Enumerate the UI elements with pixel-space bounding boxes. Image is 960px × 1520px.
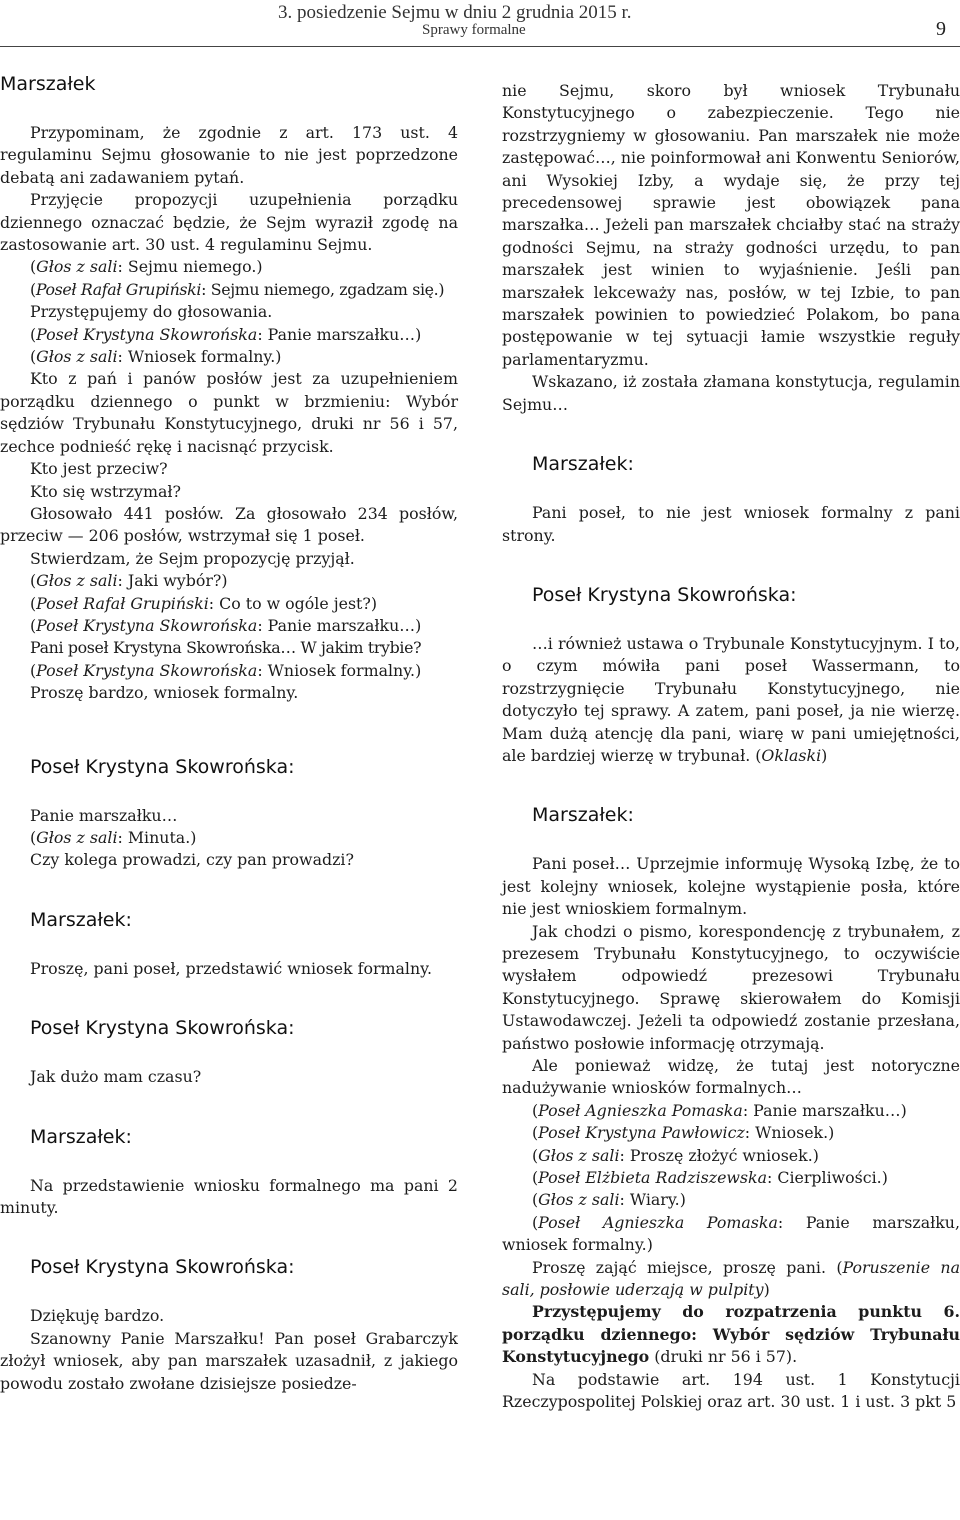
interjection-text: Jaki wybór? bbox=[127, 571, 222, 591]
interjection: (Poseł Agnieszka Pomaska: Panie marszałku…) bbox=[532, 1100, 907, 1120]
paragraph: Czy kolega prowadzi, czy pan prowadzi? bbox=[30, 850, 354, 870]
paragraph: Pani poseł, to nie jest wniosek formalny z pani strony. bbox=[502, 503, 960, 545]
speaker-heading: Poseł Krystyna Skowrońska: bbox=[30, 1017, 295, 1040]
header-subtitle: Sprawy formalne bbox=[422, 22, 526, 38]
interjection-speaker: Poseł Krystyna Skowrońska bbox=[36, 324, 258, 344]
interjection-speaker: Poseł Krystyna Skowrońska bbox=[36, 615, 258, 635]
speaker-heading: Poseł Krystyna Skowrońska: bbox=[30, 755, 295, 778]
interjection-text: Sejmu niemego. bbox=[127, 257, 257, 277]
interjection-speaker: Poseł Rafał Grupiński bbox=[35, 279, 202, 299]
paragraph: Kto z pań i panów posłów jest za uzupełnieniem porządku dziennego o punkt w brzmieniu: Wybór sędziów Trybunału Konstytucyjnego, druki nr 56 i 57, zechce podnieść rękę i nacisnąć przycisk. bbox=[0, 369, 458, 456]
paragraph: Pani poseł… Uprzejmie informuję Wysoką Izbę, że to jest kolejny wniosek, kolejne wystąpienie posła, które nie jest wnioskiem formalnym. bbox=[502, 854, 960, 919]
paragraph-text: …i również ustawa o Trybunale Konstytucyjnym. I to, o czym mówiła pani poseł Wassermann, to rozstrzygnięcie Trybunału Konstytucyjnego, nie dotyczyło tej sprawy. A zatem, pani poseł, ja nie wierzę. Mam dużą atencję dla pani, wiarę w pani umiejętności, ale bardziej wierzę w trybunał. bbox=[502, 633, 960, 765]
paragraph: Wskazano, iż została złamana konstytucja, regulamin Sejmu… bbox=[502, 372, 960, 414]
interjection: (Poseł Rafał Grupiński: Sejmu niemego, zgadzam się.) bbox=[30, 279, 445, 299]
interjection-speaker: Poseł Krystyna Skowrońska bbox=[36, 660, 258, 680]
interjection: (Poseł Agnieszka Pomaska: Panie marszałku, wniosek formalny.) bbox=[502, 1212, 960, 1255]
interjection-text: Wiary. bbox=[629, 1190, 680, 1210]
paragraph: Przyjęcie propozycji uzupełnienia porządku dziennego oznaczać będzie, że Sejm wyraził zgodę na zastosowanie art. 30 ust. 4 regulaminu Sejmu. bbox=[0, 190, 458, 255]
speaker-heading: Marszałek bbox=[0, 73, 96, 95]
interjection-text: Cierpliwości. bbox=[777, 1168, 882, 1188]
paragraph: Pani poseł Krystyna Skowrońska… W jakim trybie? bbox=[30, 638, 422, 658]
interjection-text: Minuta. bbox=[127, 827, 191, 847]
paragraph: Dziękuję bardzo. bbox=[30, 1306, 165, 1326]
interjection: (Poseł Krystyna Skowrońska: Wniosek formalny.) bbox=[30, 660, 422, 680]
interjection: (Głos z sali: Minuta.) bbox=[30, 827, 197, 847]
stage-note: Poruszenie na sali, posłowie uderzają w pulpity bbox=[502, 1257, 960, 1300]
speaker-heading: Marszałek: bbox=[30, 1125, 132, 1148]
page-number: 9 bbox=[936, 18, 946, 40]
paragraph: Przystępujemy do głosowania. bbox=[30, 302, 273, 322]
speaker-heading: Poseł Krystyna Skowrońska: bbox=[532, 583, 797, 606]
interjection-speaker: Poseł Agnieszka Pomaska bbox=[538, 1212, 778, 1232]
interjection-speaker: Głos z sali bbox=[538, 1145, 620, 1165]
paragraph: Panie marszałku… bbox=[30, 805, 178, 825]
header-title: 3. posiedzenie Sejmu w dniu 2 grudnia 2015 r. bbox=[278, 2, 632, 23]
paragraph: Kto jest przeciw? bbox=[30, 459, 168, 479]
agenda-title: Przystępujemy do rozpatrzenia punktu 6. porządku dziennego: Wybór sędziów Trybunału Konstytucyjnego bbox=[502, 1302, 960, 1367]
paragraph: nie Sejmu, skoro był wniosek Trybunału Konstytucyjnego o zabezpieczenie. Tego nie rozstrzygniemy w głosowaniu. Pan marszałek nie może zastępować…, nie poinformował ani Konwentu Seniorów, ani Wysokiej Izby, a wydaje się, że przy tej precedensowej sprawie jest obowiązek pana marszałka… Jeżeli pan marszałek chciałby stać na straży godności Sejmu, na straży godności urzędu, to pan marszałek jest winien to wyjaśnienie. Jeśli pan marszałek lekceważy nas, posłów, w tej Izbie, to pan marszałek powinien to powiedzieć Polakom, bo pana postępowanie w tej sytuacji łamie wszystkie reguły parlamentaryzmu. bbox=[502, 81, 960, 369]
paragraph: Proszę, pani poseł, przedstawić wniosek formalny. bbox=[30, 958, 432, 978]
interjection: (Poseł Elżbieta Radziszewska: Cierpliwości.) bbox=[532, 1168, 888, 1188]
interjection-text: Sejmu niemego, zgadzam się. bbox=[210, 279, 439, 299]
interjection-speaker: Głos z sali bbox=[36, 347, 118, 367]
interjection-speaker: Głos z sali bbox=[36, 571, 118, 591]
page-header bbox=[0, 0, 960, 46]
interjection: (Głos z sali: Sejmu niemego.) bbox=[30, 257, 263, 277]
header-rule bbox=[0, 46, 960, 47]
interjection: (Poseł Krystyna Pawłowicz: Wniosek.) bbox=[532, 1123, 835, 1143]
paragraph: Proszę bardzo, wniosek formalny. bbox=[30, 683, 299, 703]
speaker-heading: Marszałek: bbox=[532, 453, 634, 476]
interjection: (Poseł Krystyna Skowrońska: Panie marszałku…) bbox=[30, 324, 422, 344]
paragraph: …i również ustawa o Trybunale Konstytucyjnym. I to, o czym mówiła pani poseł Wassermann, to rozstrzygnięcie Trybunału Konstytucyjnego, nie dotyczyło tej sprawy. A zatem, pani poseł, ja nie wierzę. Mam dużą atencję dla pani, wiarę w pani umiejętności, ale bardziej wierzę w trybunał. (Oklaski) bbox=[502, 633, 960, 765]
interjection-speaker: Poseł Krystyna Pawłowicz bbox=[538, 1123, 745, 1143]
paragraph: Stwierdzam, że Sejm propozycję przyjął. bbox=[30, 548, 355, 568]
agenda-item bbox=[502, 1301, 960, 1368]
paragraph: Jak chodzi o pismo, korespondencję z trybunałem, z prezesem Trybunału Konstytucyjnego, to oczywiście wysłałem odpowiedź prezesowi Trybunału Konstytucyjnego. Sprawę skierowałem do Komisji Ustawodawczej. Jeżeli ta odpowiedź zostanie przesłana, państwo posłowie informację otrzymają. bbox=[502, 921, 960, 1053]
paragraph: Szanowny Panie Marszałku! Pan poseł Grabarczyk złożył wniosek, aby pan marszałek uzasadnił, z jakiego powodu zostało zwołane dzisiejsze posiedze- bbox=[0, 1328, 458, 1393]
interjection-speaker: Głos z sali bbox=[36, 827, 118, 847]
interjection-speaker: Poseł Elżbieta Radziszewska bbox=[538, 1168, 768, 1188]
interjection-text: Proszę złożyć wniosek. bbox=[629, 1145, 813, 1165]
interjection-text: Wniosek formalny. bbox=[127, 347, 276, 367]
interjection-speaker: Głos z sali bbox=[538, 1190, 620, 1210]
interjection-speaker: Głos z sali bbox=[36, 257, 118, 277]
interjection-text: Panie marszałku… bbox=[267, 324, 416, 344]
paragraph: Głosowało 441 posłów. Za głosowało 234 posłów, przeciw — 206 posłów, wstrzymał się 1 poseł. bbox=[0, 503, 458, 546]
paragraph: Kto się wstrzymał? bbox=[30, 481, 181, 501]
paragraph: Przypominam, że zgodnie z art. 173 ust. 4 regulaminu Sejmu głosowanie to nie jest poprzedzone debatą ani zadawaniem pytań. bbox=[0, 123, 458, 187]
speaker-heading: Marszałek: bbox=[532, 804, 634, 827]
paragraph: Jak dużo mam czasu? bbox=[30, 1067, 202, 1087]
speaker-heading: Poseł Krystyna Skowrońska: bbox=[30, 1256, 295, 1279]
interjection-text: Panie marszałku, wniosek formalny. bbox=[502, 1212, 960, 1255]
interjection: (Głos z sali: Jaki wybór?) bbox=[30, 571, 228, 591]
paragraph: Na podstawie art. 194 ust. 1 Konstytucji Rzeczypospolitej Polskiej oraz art. 30 ust. 1 i ust. 3 pkt 5 bbox=[502, 1369, 960, 1412]
interjection-text: Wniosek. bbox=[755, 1123, 829, 1143]
interjection-text: Panie marszałku… bbox=[753, 1100, 901, 1120]
speaker-heading: Marszałek: bbox=[30, 908, 132, 931]
paragraph: Ale ponieważ widzę, że tutaj jest notoryczne nadużywanie wniosków formalnych… bbox=[502, 1056, 960, 1098]
paragraph: Proszę zająć miejsce, proszę pani. (Poruszenie na sali, posłowie uderzają w pulpity) bbox=[502, 1257, 960, 1300]
right-column bbox=[502, 80, 960, 1414]
paragraph-text: Proszę zająć miejsce, proszę pani. bbox=[532, 1257, 826, 1277]
interjection: (Poseł Krystyna Skowrońska: Panie marszałku…) bbox=[30, 615, 422, 635]
agenda-prints: (druki nr 56 i 57). bbox=[654, 1347, 798, 1367]
interjection-text: Co to w ogóle jest? bbox=[219, 593, 371, 613]
interjection: (Głos z sali: Proszę złożyć wniosek.) bbox=[532, 1145, 819, 1165]
interjection-speaker: Poseł Agnieszka Pomaska bbox=[538, 1100, 743, 1120]
interjection: (Głos z sali: Wniosek formalny.) bbox=[30, 347, 282, 367]
interjection: (Poseł Rafał Grupiński: Co to w ogóle jest?) bbox=[30, 593, 378, 613]
interjection-text: Wniosek formalny. bbox=[267, 660, 416, 680]
interjection-speaker: Poseł Rafał Grupiński bbox=[36, 593, 209, 613]
applause-note: Oklaski bbox=[761, 745, 822, 765]
left-column bbox=[0, 72, 458, 1395]
interjection-text: Panie marszałku… bbox=[267, 615, 416, 635]
paragraph: Na przedstawienie wniosku formalnego ma pani 2 minuty. bbox=[0, 1175, 458, 1217]
interjection: (Głos z sali: Wiary.) bbox=[532, 1190, 686, 1210]
